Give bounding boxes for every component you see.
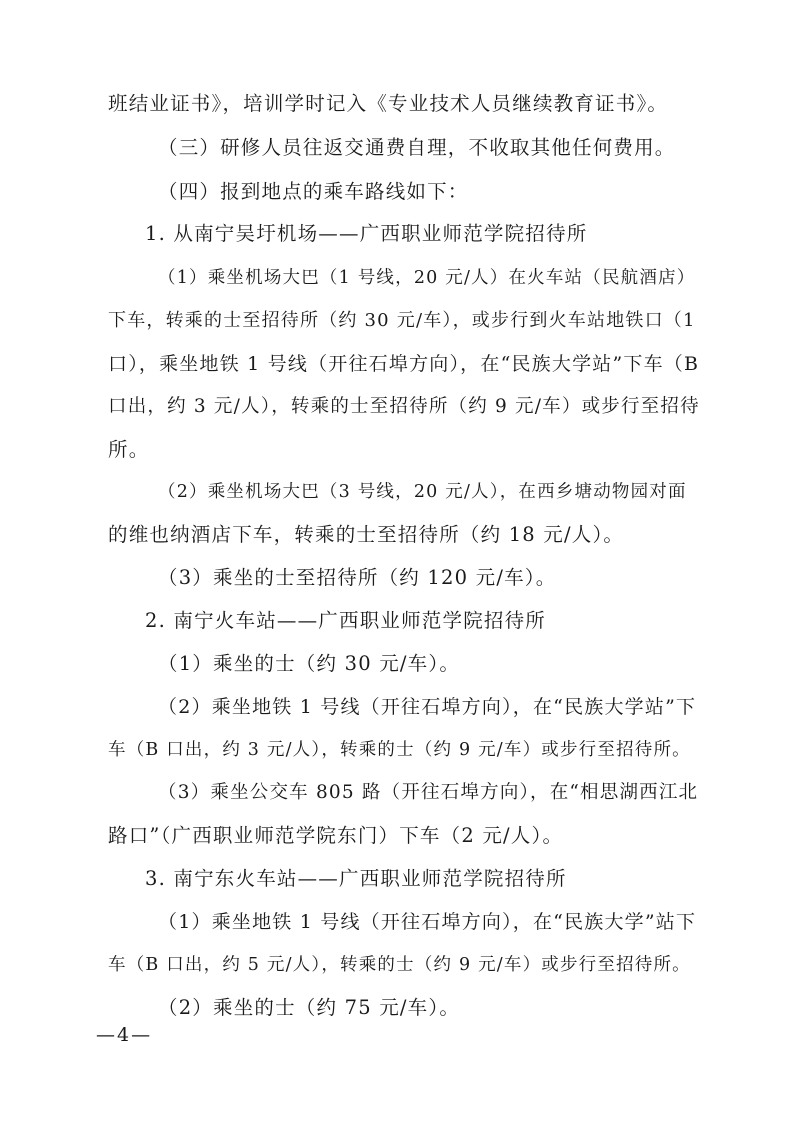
text-line: 的维也纳酒店下车，转乘的士至招待所（约 18 元/人）。 (108, 523, 625, 546)
text-line: （1）乘坐机场大巴（1 号线，20 元/人）在火车站（民航酒店） (158, 268, 696, 288)
text-line: （2）乘坐的士（约 75 元/车）。 (158, 996, 461, 1019)
text-line: 车（B 口出，约 3 元/人），转乘的士（约 9 元/车）或步行至招待所。 (108, 740, 691, 760)
text-line: （1）乘坐地铁 1 号线（开往石埠方向），在“民族大学”站下 (158, 911, 697, 933)
section-heading: 1. 从南宁吴圩机场——广西职业师范学院招待所 (145, 222, 588, 245)
text-line: （四）报到地点的乘车路线如下： (158, 180, 469, 203)
section-heading: 3. 南宁东火车站——广西职业师范学院招待所 (145, 867, 567, 890)
section-heading: 2. 南宁火车站——广西职业师范学院招待所 (145, 609, 547, 632)
text-line: （2）乘坐机场大巴（3 号线，20 元/人），在西乡塘动物园对面 (158, 482, 687, 502)
text-line: （1）乘坐的士（约 30 元/车）。 (158, 652, 461, 675)
text-line: （3）乘坐公交车 805 路（开往石埠方向），在“相思湖西江北 (158, 782, 699, 803)
text-line: 路口”（广西职业师范学院东门）下车（2 元/人）。 (108, 824, 564, 847)
text-line: 所。 (108, 438, 150, 461)
text-line: （2）乘坐地铁 1 号线（开往石埠方向），在“民族大学站”下 (158, 696, 697, 718)
text-line: 口），乘坐地铁 1 号线（开往石埠方向），在“民族大学站”下车（B (108, 353, 700, 375)
page-number: —4— (96, 1024, 153, 1046)
text-line: （三）研修人员往返交通费自理，不收取其他任何费用。 (158, 136, 676, 159)
text-line: 口出，约 3 元/人），转乘的士至招待所（约 9 元/车）或步行至招待 (108, 396, 700, 417)
text-line: 下车，转乘的士至招待所（约 30 元/车），或步行到火车站地铁口（1 (108, 310, 696, 331)
text-line: 车（B 口出，约 5 元/人），转乘的士（约 9 元/车）或步行至招待所。 (108, 955, 691, 975)
text-line: 班结业证书》，培训学时记入《专业技术人员继续教育证书》。 (108, 92, 669, 115)
text-line: （3）乘坐的士至招待所（约 120 元/车）。 (158, 566, 557, 589)
